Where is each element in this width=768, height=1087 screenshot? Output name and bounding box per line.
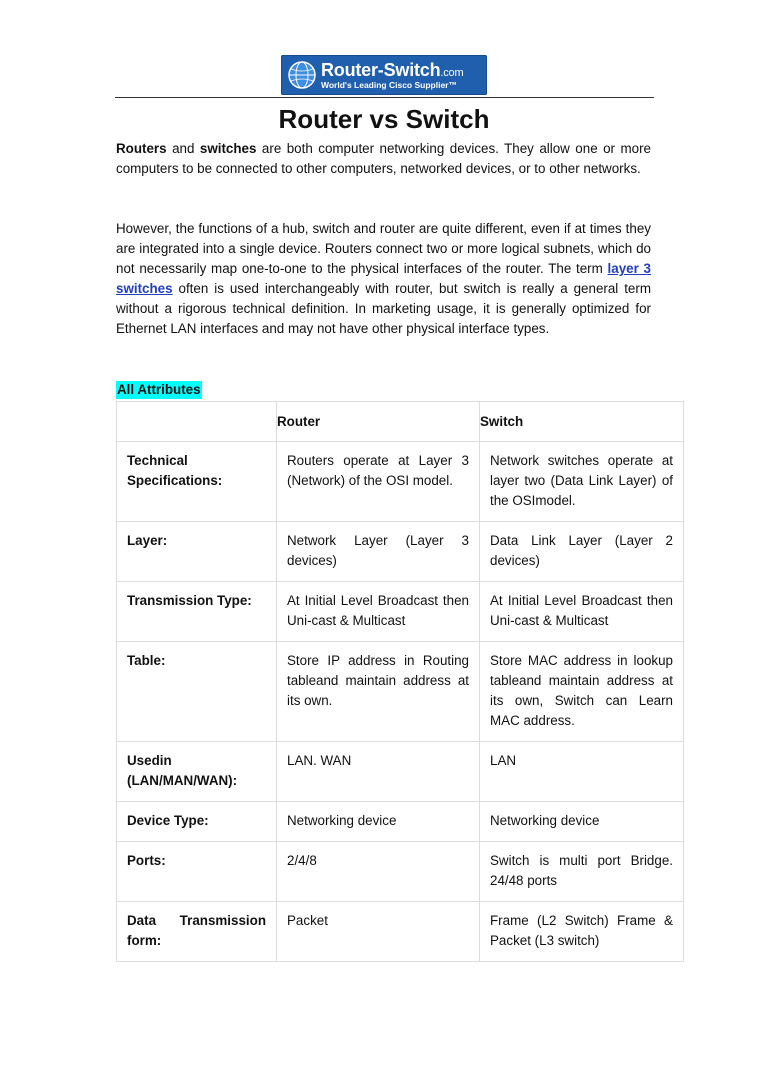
header-empty-cell — [117, 402, 277, 442]
router-cell: Network Layer (Layer 3 devices) — [277, 522, 480, 582]
row-label: Transmission Type: — [117, 582, 277, 642]
logo-domain-suffix: .com — [440, 66, 464, 79]
table-row — [117, 902, 684, 962]
router-cell: Networking device — [277, 802, 480, 842]
switch-cell: Data Link Layer (Layer 2 devices) — [480, 522, 684, 582]
header-divider — [115, 97, 654, 98]
table-row — [117, 582, 684, 642]
header-router: Router — [277, 402, 480, 442]
table-row — [117, 442, 684, 522]
router-cell: Routers operate at Layer 3 (Network) of the OSI model. — [277, 442, 480, 522]
router-cell: Store IP address in Routing tableand maintain address at its own. — [277, 642, 480, 742]
logo-brand: Router-Switch — [321, 59, 441, 80]
table-row — [117, 522, 684, 582]
table-header-row — [117, 402, 684, 442]
router-cell: At Initial Level Broadcast then Uni-cast & Multicast — [277, 582, 480, 642]
logo-tagline: World's Leading Cisco Supplier™ — [321, 79, 457, 90]
intro-text-1: and — [166, 141, 200, 156]
routers-term: Routers — [116, 141, 167, 156]
page-title: Router vs Switch — [278, 104, 490, 134]
header-switch: Switch — [480, 402, 684, 442]
layer-3-switches-link[interactable]: layer 3 switches — [116, 261, 651, 296]
row-label: Ports: — [117, 842, 277, 902]
functions-text-2: often is used interchangeably with router, but switch is really a general term without a rigorous technical definition. In marketing usage, it is generally optimized for Ethernet LAN interfaces and may not have other physical interface types. — [116, 281, 651, 336]
table-row — [117, 802, 684, 842]
router-cell: 2/4/8 — [277, 842, 480, 902]
switches-term: switches — [199, 141, 257, 156]
row-label: Technical Specifications: — [117, 442, 277, 522]
switch-cell: Store MAC address in lookup tableand maintain address at its own, Switch can Learn MAC address. — [480, 642, 684, 742]
intro-text-2: are both computer networking devices. They allow one or more computers to be connected to other computers, networked devices, or to other networks. — [116, 141, 651, 176]
switch-cell: Networking device — [480, 802, 684, 842]
router-switch-logo — [281, 55, 487, 95]
switch-cell: Network switches operate at layer two (Data Link Layer) of the OSImodel. — [480, 442, 684, 522]
row-label: Table: — [117, 642, 277, 742]
row-label: Usedin (LAN/MAN/WAN): — [117, 742, 277, 802]
globe-logo-icon — [287, 60, 317, 90]
table-row — [117, 742, 684, 802]
table-row — [117, 642, 684, 742]
functions-paragraph — [116, 219, 651, 339]
comparison-table — [116, 401, 684, 962]
table-row — [117, 842, 684, 902]
router-cell: Packet — [277, 902, 480, 962]
row-label: Layer: — [117, 522, 277, 582]
intro-paragraph — [116, 139, 651, 179]
switch-cell: At Initial Level Broadcast then Uni-cast & Multicast — [480, 582, 684, 642]
all-attributes-heading: All Attributes — [117, 382, 201, 397]
switch-cell: Frame (L2 Switch) Frame & Packet (L3 switch) — [480, 902, 684, 962]
functions-text-1: However, the functions of a hub, switch and router are quite different, even if at times they are integrated into a single device. Routers connect two or more logical subnets, which do not necessarily map one-to-one to the physical interfaces of the router. The term — [116, 221, 651, 276]
row-label: Data Transmission form: — [117, 902, 277, 962]
switch-cell: Switch is multi port Bridge. 24/48 ports — [480, 842, 684, 902]
router-cell: LAN. WAN — [277, 742, 480, 802]
switch-cell: LAN — [480, 742, 684, 802]
row-label: Device Type: — [117, 802, 277, 842]
